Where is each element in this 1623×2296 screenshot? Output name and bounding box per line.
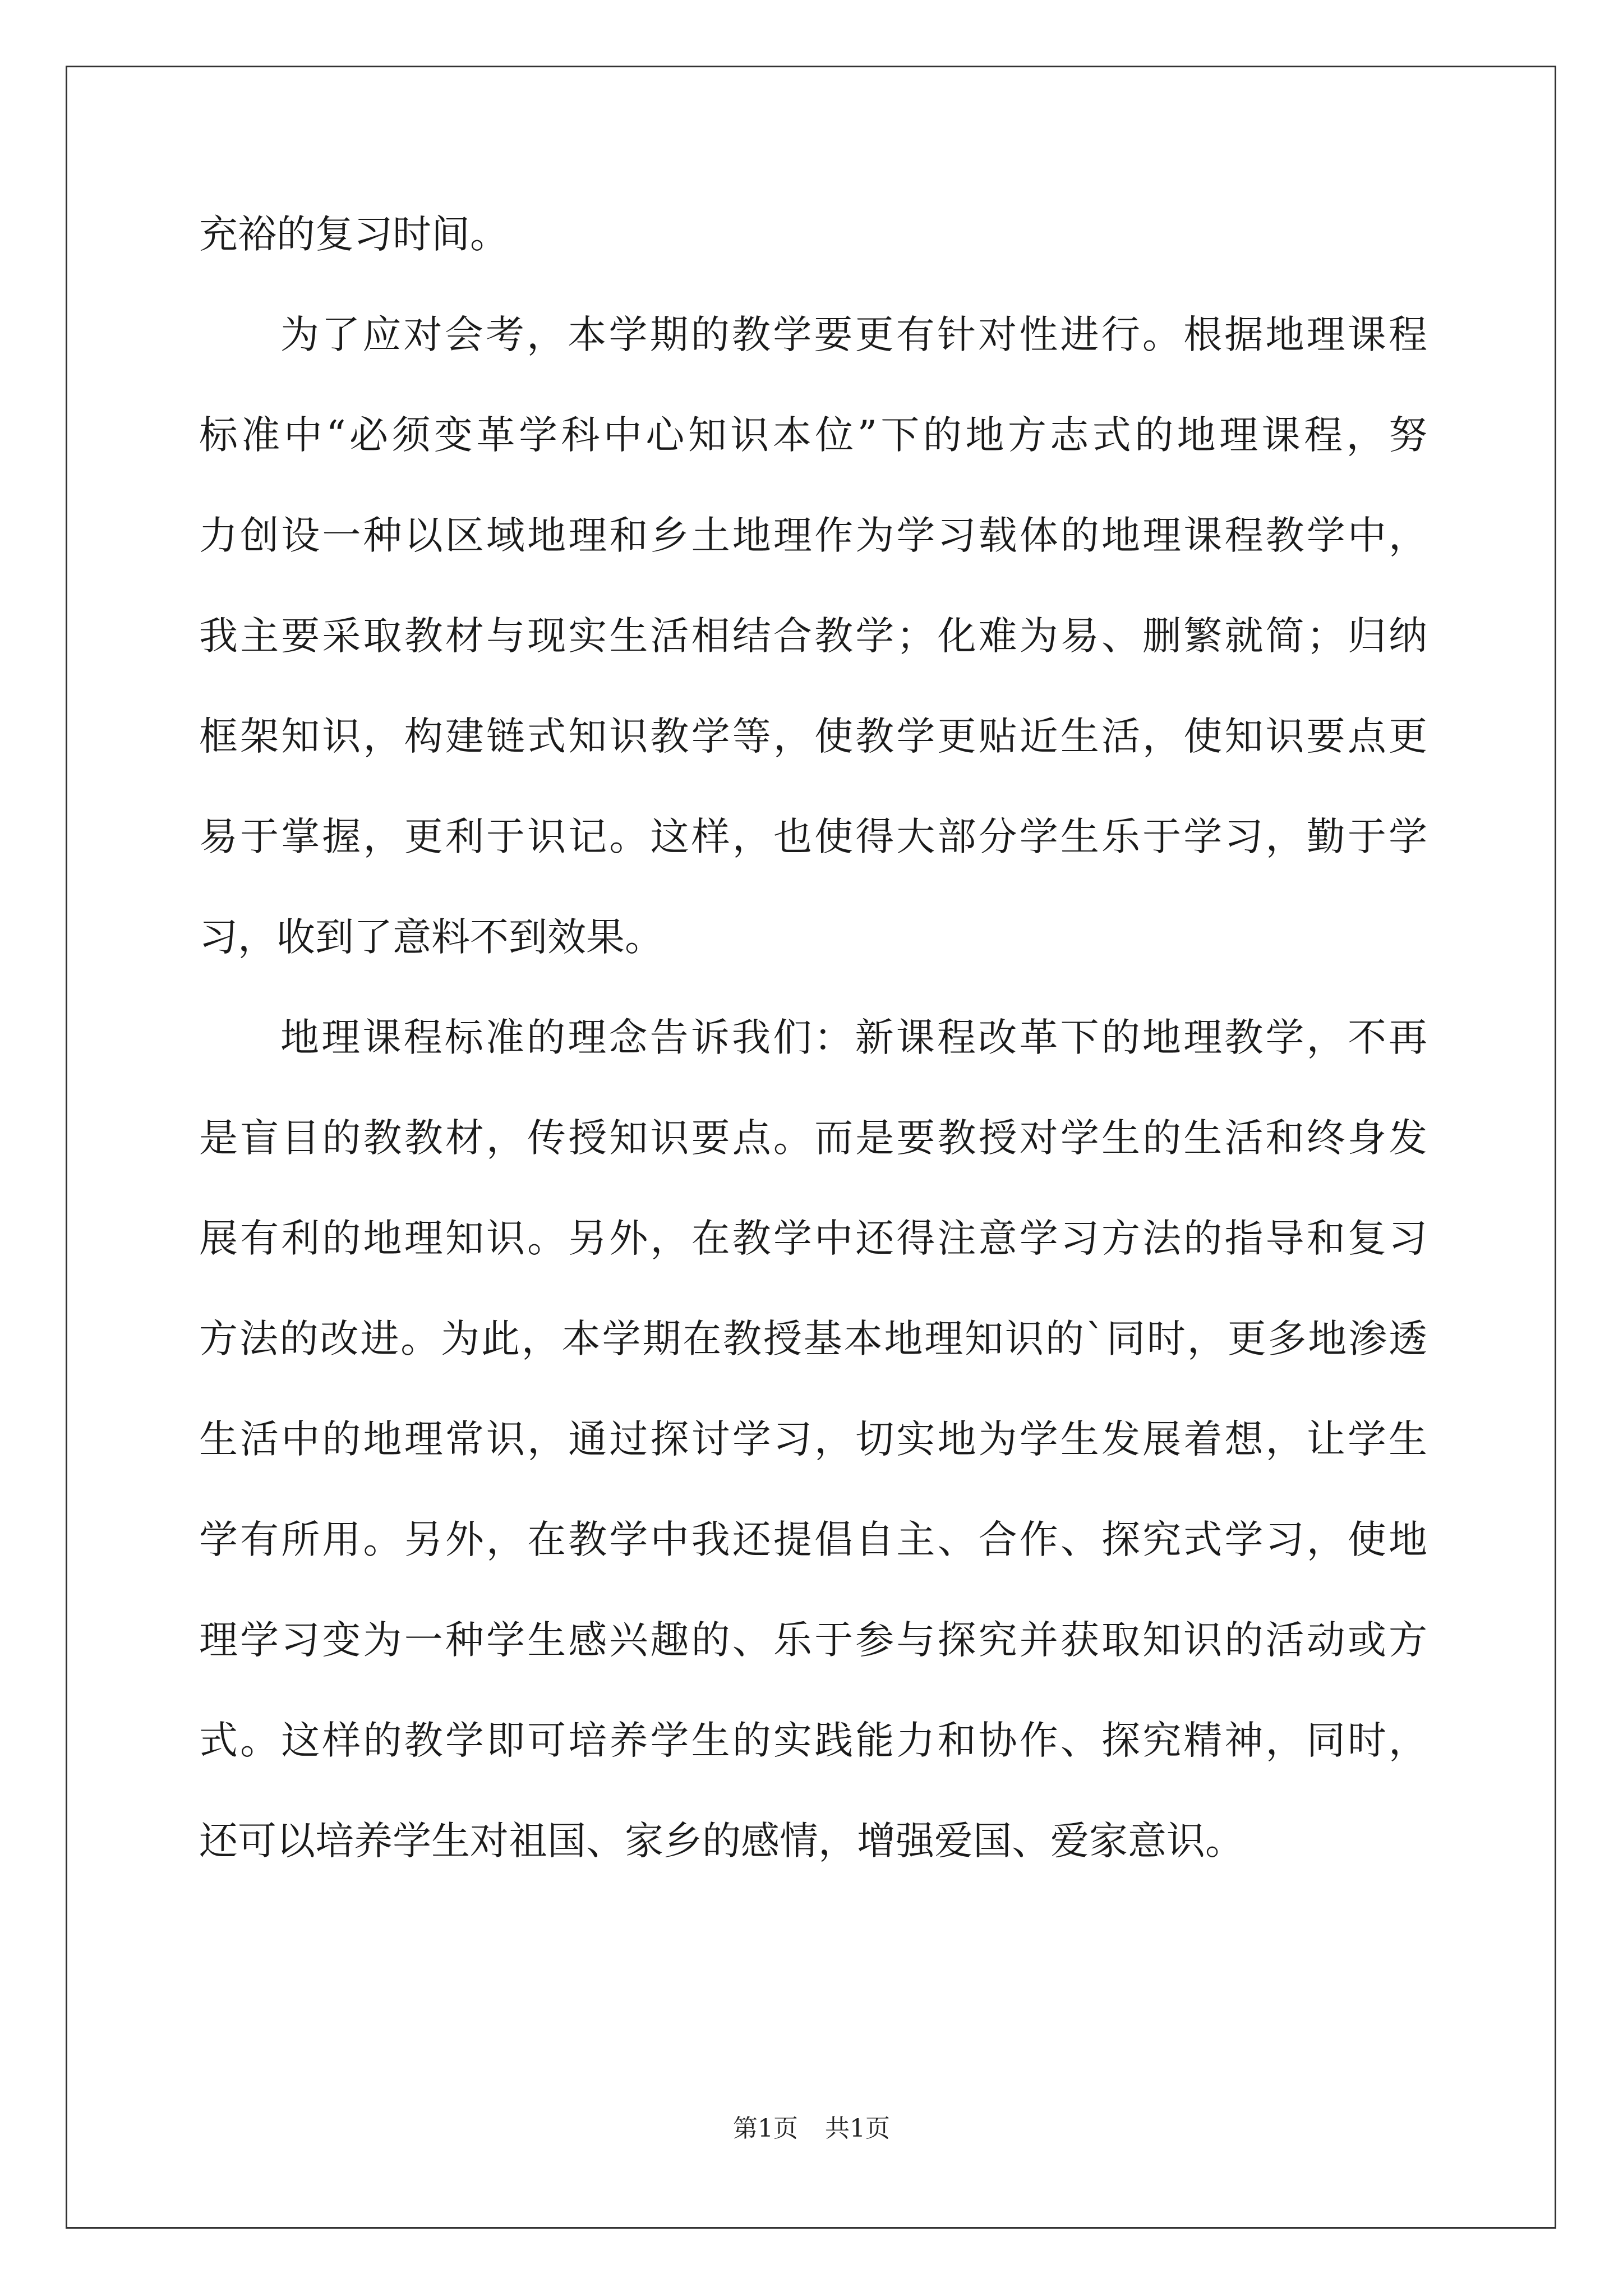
text-line: 生活中的地理常识，通过探讨学习，切实地为学生发展着想，让学生	[199, 1417, 1427, 1462]
text-line: 是盲目的教教材，传授知识要点。而是要教授对学生的生活和终身发	[199, 1116, 1427, 1161]
page-number: 第1页	[733, 2114, 798, 2143]
page-footer	[0, 2112, 1623, 2146]
text-line: 地理课程标准的理念告诉我们：新课程改革下的地理教学，不再	[280, 1015, 1427, 1060]
text-line: 式。这样的教学即可培养学生的实践能力和协作、探究精神，同时，	[199, 1718, 1427, 1763]
text-line: 学有所用。另外，在教学中我还提倡自主、合作、探究式学习，使地	[199, 1517, 1427, 1562]
page-count: 共1页	[825, 2114, 890, 2143]
text-line: 习，收到了意料不到效果。	[199, 915, 663, 960]
text-line: 充裕的复习时间。	[199, 212, 509, 257]
text-line: 方法的改进。为此，本学期在教授基本地理知识的`同时，更多地渗透	[199, 1317, 1427, 1361]
text-line: 为了应对会考，本学期的教学要更有针对性进行。根据地理课程	[280, 312, 1427, 357]
text-line: 还可以培养学生对祖国、家乡的感情，增强爱国、爱家意识。	[199, 1819, 1244, 1864]
text-line: 展有利的地理知识。另外，在教学中还得注意学习方法的指导和复习	[199, 1216, 1427, 1261]
text-line: 框架知识，构建链式知识教学等，使教学更贴近生活，使知识要点更	[199, 714, 1427, 759]
text-line: 力创设一种以区域地理和乡土地理作为学习载体的地理课程教学中，	[199, 513, 1427, 558]
text-line: 理学习变为一种学生感兴趣的、乐于参与探究并获取知识的活动或方	[199, 1618, 1427, 1663]
text-line: 易于掌握，更利于识记。这样，也使得大部分学生乐于学习，勤于学	[199, 815, 1427, 859]
text-line: 我主要采取教材与现实生活相结合教学；化难为易、删繁就简；归纳	[199, 614, 1427, 659]
text-line: 标准中“必须变革学科中心知识本位”下的地方志式的地理课程，努	[199, 413, 1427, 458]
